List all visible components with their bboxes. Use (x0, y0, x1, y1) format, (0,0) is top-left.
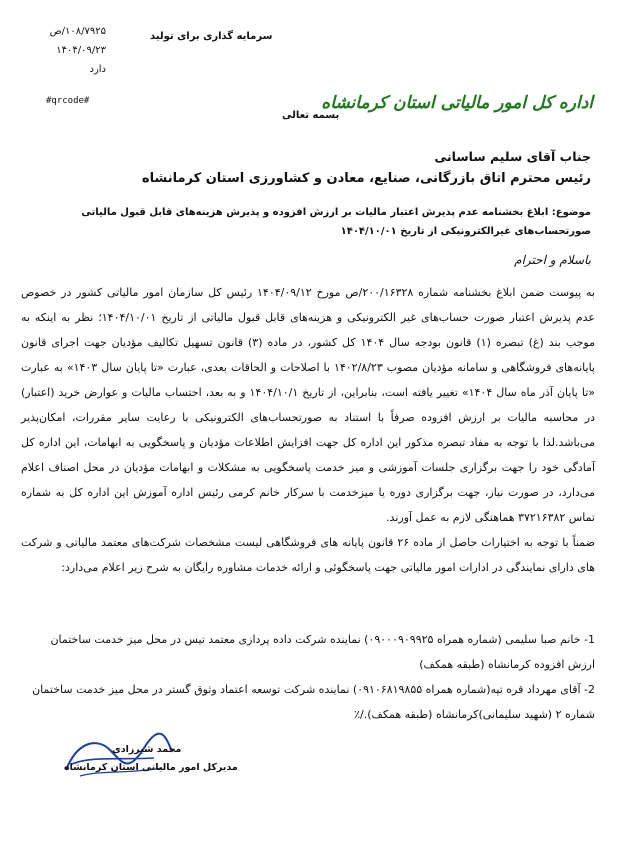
signature-scribble (58, 730, 178, 784)
greeting: باسلام و احترام (514, 253, 591, 267)
letter-number: ۱۰۸/۷۹۲۵/ص (49, 26, 106, 37)
body-paragraph: به پیوست ضمن ابلاغ بخشنامه شماره ۲۰۰/۱۶۳۲۸/ص مورخ ۱۴۰۴/۰۹/۱۲ رئیس کل سازمان امور مالیاتی کشور در خصوص عدم پذیرش اعتبار صورت حساب‌های غیر الکترونیکی و هزینه‌های قابل قبول مالیاتی از تاریخ ۱۴۰۴/۱۰/۰۱؛ نظر به اینکه به موجب بند (غ) تبصره (۱) قانون بودجه سال ۱۴۰۴ کل کشور، در ماده (۳) قانون تسهیل تکالیف مؤدیان جهت اجرای قانون پایانه‌های فروشگاهی و سامانه مؤدیان مصوب ۱۴۰۲/۸/۲۳ با اصلاحات و الحاقات بعدی، عبارت «تا پایان سال ۱۴۰۳» به عبارت «تا پایان آذر ماه سال ۱۴۰۴» تغییر یافته است، بنابراین، از تاریخ ۱۴۰۴/۱۰/۱ و به بعد، احتساب مالیات و عوارض خرید (اعتبار) در محاسبه مالیات بر ارزش افزوده صرفاً با استناد به صورتحساب‌های الکترونیکی با رعایت سایر مقررات، امکان‌پذیر می‌باشد.لذا با توجه به مفاد تبصره مذکور این اداره کل جهت افزایش اطلاعات مؤدیان و پاسخگویی به ابهامات، این اداره کل آمادگی خود را جهت برگزاری جلسات آموزشی و میز خدمت پاسخگویی به مشکلات و ابهامات مؤدیان در محل اصناف اعلام می‌دارد، در صورت نیاز، جهت برگزاری دوره یا میزخدمت با سرکار خانم کرمی رئیس اداره آموزش این اداره کل به شماره تماس ۳۷۲۱۶۳۸۲ هماهنگی لازم به عمل آورند. (21, 286, 596, 524)
letter-date: ۱۴۰۴/۰۹/۲۳ (56, 45, 106, 56)
signer-title: مدیرکل امور مالیاتی استان کرمانشاه (64, 762, 238, 773)
addressee-block (31, 146, 591, 190)
list-item: 2- آقای مهرداد قره تپه(شماره همراه ۰۹۱۰۶۸۱۹۸۵۵) نماینده شرکت توسعه اعتماد وثوق گستر در محل میز خدمت ساختمان شماره ۲ (شهید سلیمانی)کرمانشاه (طبقه همکف)./٪ (32, 683, 595, 721)
letter-meta (16, 22, 106, 79)
letter-attachment: دارد (89, 64, 106, 75)
basmala: بسمه تعالی (282, 110, 340, 121)
addressee-title: رئیس محترم اتاق بازرگانی، صنایع، معادن و کشاورزی استان کرمانشاه (141, 171, 591, 186)
qrcode-placeholder: #qrcode# (46, 96, 90, 106)
slogan-label: سرمایه گذاری برای تولید (150, 31, 273, 42)
representatives-list (21, 627, 595, 727)
list-item: 1- خانم صبا سلیمی (شماره همراه ۰۹۰۰۰۹۰۹۹۲۵) نماینده شرکت داده پردازی معتمد تیس در محل میز خدمت ساختمان ارزش افزوده کرمانشاه (طبقه همکف) (50, 633, 595, 671)
signer-name: محمد شیرزادی (112, 744, 182, 755)
letter-subject: موضوع: ابلاغ بخشنامه عدم پذیرش اعتبار مالیات بر ارزش افزوده و پذیرش هزینه‌های قابل قبول مالیاتی صورتحساب‌های غیرالکترونیکی از تاریخ ۱۴۰۴/۱۰/۰۱ (81, 207, 591, 237)
body-paragraph-2: ضمناً با توجه به اختیارات حاصل از ماده ۲۶ قانون پایانه های فروشگاهی لیست مشخصات شرکت‌های معتمد مالیاتی و شرکت های دارای نمایندگی در ادارات امور مالیاتی جهت پاسخگوئی و ارائه خدمات مشاوره رایگان به شرح زیر اعلام می‌دارد: (21, 536, 595, 574)
letter-body (21, 280, 595, 580)
addressee-name: جناب آقای سلیم ساسانی (434, 149, 591, 164)
organization-title: اداره کل امور مالیاتی استان کرمانشاه (321, 93, 593, 113)
